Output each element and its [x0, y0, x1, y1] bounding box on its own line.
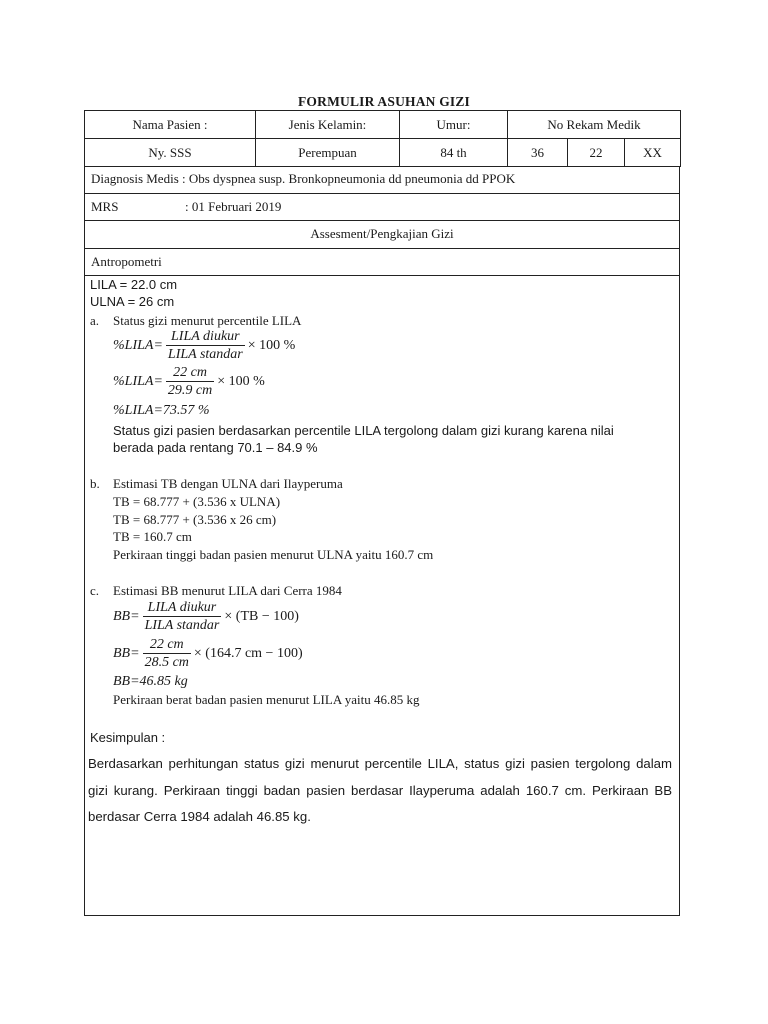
item-b-heading: Estimasi TB dengan ULNA dari Ilayperuma — [113, 476, 343, 491]
item-a-note-2: berada pada rentang 70.1 – 84.9 % — [113, 440, 318, 455]
lila-value: LILA = 22.0 cm — [90, 277, 178, 292]
antropometri-label: Antropometri — [91, 254, 162, 269]
umur-label: Umur: — [400, 111, 508, 139]
item-a-marker: a. — [90, 313, 100, 328]
form-title: FORMULIR ASUHAN GIZI — [297, 94, 471, 109]
rekam-medik-1: 36 — [508, 139, 568, 167]
mrs-label: MRS — [91, 199, 119, 214]
ulna-value: ULNA = 26 cm — [90, 294, 175, 309]
kesimpulan-label: Kesimpulan : — [90, 730, 166, 745]
formula-bb: BB= $\frac{\text{LILA diukur}}{\text{LILA standar}}$ × (TB − 100) — [113, 600, 299, 633]
item-a-note-1: Status gizi pasien berdasarkan percentile LILA tergolong dalam gizi kurang karena nilai — [113, 423, 614, 438]
nama-pasien-label: Nama Pasien : — [85, 111, 256, 139]
item-a-heading: Status gizi menurut percentile LILA — [113, 313, 302, 328]
formula-lila-percent: %LILA= $\frac{\text{LILA diukur}}{\text{LILA standar}}$ × 100 % — [113, 329, 296, 362]
patient-header-table — [84, 110, 681, 167]
bb-note: Perkiraan berat badan pasien menurut LILA yaitu 46.85 kg — [113, 692, 420, 707]
diagnosis-text: Diagnosis Medis : Obs dyspnea susp. Bronkopneumonia dd pneumonia dd PPOK — [91, 171, 516, 186]
diagnosis-row — [84, 166, 680, 194]
tb-substituted: TB = 68.777 + (3.536 x 26 cm) — [113, 512, 277, 527]
umur-value: 84 th — [400, 139, 508, 167]
kesimpulan-text: Berdasarkan perhitungan status gizi menurut percentile LILA, status gizi pasien tergolong dalam gizi kurang. Perkiraan tinggi badan pasien berdasar Ilayperuma adalah 160.7 cm. Perkiraan BB berdasar Cerra 1984 adalah 46.85 kg. — [88, 756, 672, 824]
item-c-marker: c. — [90, 583, 100, 598]
rekam-medik-3: XX — [625, 139, 681, 167]
item-c-heading: Estimasi BB menurut LILA dari Cerra 1984 — [113, 583, 342, 598]
formula-lila-substituted: %LILA= $\frac{22 cm}{29.9 cm}$ × 100 % — [113, 365, 265, 398]
mrs-value: : 01 Februari 2019 — [185, 199, 282, 214]
jenis-kelamin-label: Jenis Kelamin: — [256, 111, 400, 139]
item-b-marker: b. — [90, 476, 100, 491]
formula-bb-result: BB=46.85 kg — [113, 674, 188, 689]
tb-result: TB = 160.7 cm — [113, 529, 192, 544]
mrs-row — [84, 194, 680, 221]
jenis-kelamin-value: Perempuan — [256, 139, 400, 167]
formula-bb-substituted: BB= $\frac{22 cm}{28.5 cm}$ × (164.7 cm − 100) — [113, 637, 303, 670]
antropometri-row — [84, 249, 680, 276]
tb-note: Perkiraan tinggi badan pasien menurut ULNA yaitu 160.7 cm — [113, 547, 434, 562]
nama-pasien-value: Ny. SSS — [85, 139, 256, 167]
tb-formula: TB = 68.777 + (3.536 x ULNA) — [113, 494, 281, 509]
rekam-medik-label: No Rekam Medik — [508, 111, 681, 139]
assessment-row — [84, 221, 680, 249]
rekam-medik-2: 22 — [568, 139, 625, 167]
formula-lila-result: %LILA=73.57 % — [113, 403, 210, 418]
section-heading: Assesment/Pengkajian Gizi — [310, 226, 454, 241]
